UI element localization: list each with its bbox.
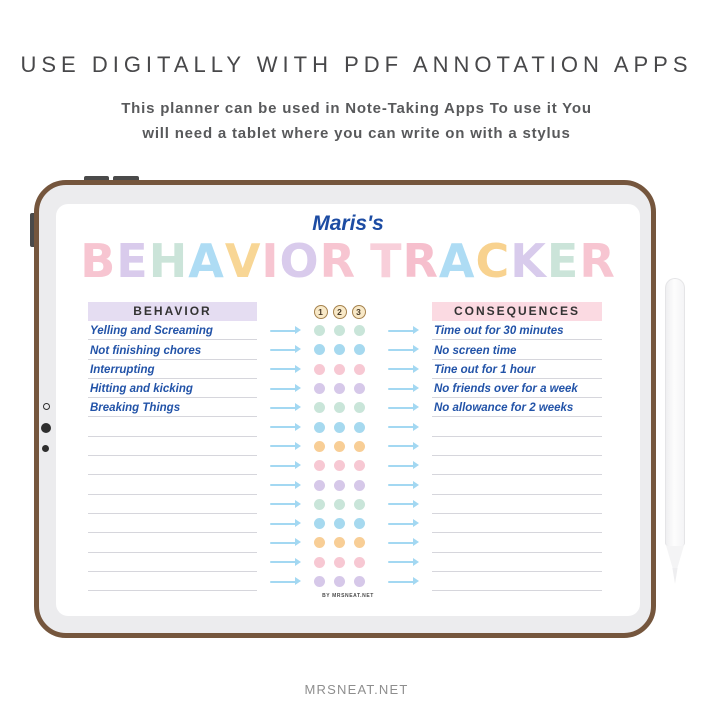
title-letter: O <box>279 234 320 288</box>
tally-dots <box>309 325 370 336</box>
tally-dot[interactable] <box>314 383 325 394</box>
tally-dot[interactable] <box>314 441 325 452</box>
stylus <box>665 278 685 584</box>
consequence-entry: Time out for 30 minutes <box>434 325 564 338</box>
consequence-cell[interactable] <box>432 340 602 359</box>
arrow-right-icon <box>270 330 296 332</box>
arrow-right-icon <box>270 368 296 370</box>
title-letter: E <box>546 234 580 288</box>
arrow-wrap-right <box>370 426 432 428</box>
arrow-right-icon <box>270 542 296 544</box>
tally-dot[interactable] <box>334 364 345 375</box>
tally-dot[interactable] <box>354 480 365 491</box>
tablet-mockup <box>34 180 656 638</box>
tally-dot[interactable] <box>334 480 345 491</box>
behavior-cell[interactable] <box>88 379 257 398</box>
tally-dot[interactable] <box>354 460 365 471</box>
tally-dot[interactable] <box>334 499 345 510</box>
tally-dots <box>309 518 370 529</box>
consequence-cell[interactable] <box>432 379 602 398</box>
consequence-cell[interactable] <box>432 437 602 456</box>
arrow-right-icon <box>270 484 296 486</box>
camera-dot-icon <box>42 445 49 452</box>
tracker-row <box>88 417 602 436</box>
arrow-right-icon <box>388 388 414 390</box>
tally-dot[interactable] <box>314 402 325 413</box>
arrow-wrap-left <box>257 388 309 390</box>
arrow-right-icon <box>270 388 296 390</box>
behavior-entry: Interrupting <box>90 363 155 376</box>
arrow-right-icon <box>388 581 414 583</box>
arrow-wrap-right <box>370 542 432 544</box>
consequence-cell[interactable] <box>432 398 602 417</box>
behavior-cell[interactable] <box>88 398 257 417</box>
title-letter: C <box>475 234 511 288</box>
title-letter: A <box>438 234 476 288</box>
consequence-cell[interactable] <box>432 321 602 340</box>
tally-dots <box>309 364 370 375</box>
arrow-right-icon <box>270 561 296 563</box>
arrow-right-icon <box>388 426 414 428</box>
consequence-cell[interactable] <box>432 533 602 552</box>
camera-ring-icon <box>43 403 50 410</box>
tally-dot[interactable] <box>354 537 365 548</box>
tally-dots <box>309 344 370 355</box>
tally-dots <box>309 460 370 471</box>
consequence-cell[interactable] <box>432 456 602 475</box>
consequence-cell[interactable] <box>432 553 602 572</box>
consequence-entry: Tine out for 1 hour <box>434 363 536 376</box>
tally-dot[interactable] <box>334 402 345 413</box>
arrow-right-icon <box>388 484 414 486</box>
behavior-entry: Hitting and kicking <box>90 383 193 396</box>
arrow-wrap-left <box>257 542 309 544</box>
title-letter: B <box>80 234 117 288</box>
arrow-right-icon <box>388 445 414 447</box>
arrow-wrap-left <box>257 581 309 583</box>
consequence-cell[interactable] <box>432 360 602 379</box>
arrow-right-icon <box>388 330 414 332</box>
tally-dot[interactable] <box>334 576 345 587</box>
title-letter: E <box>116 234 149 288</box>
consequence-cell[interactable] <box>432 417 602 436</box>
stylus-body <box>665 278 685 546</box>
arrow-wrap-left <box>257 561 309 563</box>
arrow-wrap-right <box>370 330 432 332</box>
arrow-wrap-right <box>370 503 432 505</box>
strike-number-badge[interactable]: 3 <box>352 305 366 319</box>
arrow-right-icon <box>270 503 296 505</box>
tally-dots <box>309 402 370 413</box>
behavior-cell[interactable] <box>88 340 257 359</box>
stylus-tip <box>665 568 685 584</box>
behavior-cell[interactable] <box>88 572 257 591</box>
tracker-rows <box>88 321 602 591</box>
tracker-row <box>88 437 602 456</box>
tally-dots <box>309 499 370 510</box>
arrow-wrap-left <box>257 523 309 525</box>
tally-dot[interactable] <box>314 422 325 433</box>
behavior-cell[interactable] <box>88 533 257 552</box>
tally-dots <box>309 576 370 587</box>
tally-dot[interactable] <box>314 325 325 336</box>
arrow-right-icon <box>270 523 296 525</box>
tally-dot[interactable] <box>354 518 365 529</box>
tally-dot[interactable] <box>334 460 345 471</box>
behavior-entry: Not finishing chores <box>90 344 202 357</box>
arrow-wrap-right <box>370 445 432 447</box>
title-letter: I <box>261 234 280 288</box>
tracker-row <box>88 495 602 514</box>
tracker-row <box>88 572 602 591</box>
tally-dot[interactable] <box>314 499 325 510</box>
consequence-cell[interactable] <box>432 475 602 494</box>
tracker-row <box>88 553 602 572</box>
arrow-right-icon <box>270 581 296 583</box>
tally-dot[interactable] <box>334 557 345 568</box>
arrow-wrap-left <box>257 445 309 447</box>
arrow-wrap-left <box>257 426 309 428</box>
arrow-right-icon <box>270 349 296 351</box>
tally-dot[interactable] <box>334 422 345 433</box>
tally-dots <box>309 441 370 452</box>
subtitle <box>0 96 713 146</box>
tally-dot[interactable] <box>354 441 365 452</box>
arrow-right-icon <box>388 368 414 370</box>
stylus-taper <box>665 546 685 568</box>
tracker-row <box>88 514 602 533</box>
arrow-wrap-left <box>257 407 309 409</box>
table-header-row <box>88 302 602 321</box>
behavior-column-header: BEHAVIOR <box>88 302 257 321</box>
behavior-cell[interactable] <box>88 417 257 436</box>
arrow-right-icon <box>388 503 414 505</box>
behavior-entry: Breaking Things <box>90 402 181 415</box>
title-letter: T <box>370 234 403 288</box>
arrow-wrap-left <box>257 465 309 467</box>
arrow-right-icon <box>270 407 296 409</box>
behavior-cell[interactable] <box>88 514 257 533</box>
consequence-entry: No screen time <box>434 344 517 357</box>
tally-dots <box>309 557 370 568</box>
title-letter: K <box>510 234 547 288</box>
arrow-right-icon <box>270 465 296 467</box>
arrow-wrap-right <box>370 484 432 486</box>
title-letter: R <box>402 234 439 288</box>
tracker-row <box>88 340 602 359</box>
consequence-cell[interactable] <box>432 495 602 514</box>
planner-page <box>56 204 640 616</box>
tally-dot[interactable] <box>314 480 325 491</box>
strike-number-badge[interactable]: 2 <box>333 305 347 319</box>
tally-dot[interactable] <box>354 364 365 375</box>
arrow-wrap-right <box>370 561 432 563</box>
tally-dots <box>309 383 370 394</box>
tally-dot[interactable] <box>334 344 345 355</box>
tally-dot[interactable] <box>334 325 345 336</box>
arrow-right-icon <box>270 445 296 447</box>
tally-dot[interactable] <box>354 344 365 355</box>
title-letter: R <box>319 234 357 288</box>
tally-dot[interactable] <box>334 518 345 529</box>
behavior-cell[interactable] <box>88 553 257 572</box>
arrow-right-icon <box>388 407 414 409</box>
tally-dot[interactable] <box>314 344 325 355</box>
consequences-column-header: CONSEQUENCES <box>432 302 602 321</box>
arrow-wrap-left <box>257 503 309 505</box>
consequence-cell[interactable] <box>432 572 602 591</box>
tally-dot[interactable] <box>314 557 325 568</box>
subtitle-line-1: This planner can be used in Note-Taking Apps To use it You <box>121 100 592 117</box>
tracker-row <box>88 475 602 494</box>
arrow-wrap-right <box>370 407 432 409</box>
tally-dots <box>309 537 370 548</box>
arrow-right-icon <box>388 542 414 544</box>
arrow-wrap-left <box>257 349 309 351</box>
arrow-right-icon <box>270 426 296 428</box>
arrow-wrap-right <box>370 388 432 390</box>
title-letter <box>356 238 370 284</box>
strike-counter <box>309 305 370 319</box>
behavior-cell[interactable] <box>88 495 257 514</box>
tracker-row <box>88 360 602 379</box>
arrow-wrap-right <box>370 523 432 525</box>
tally-dot[interactable] <box>314 537 325 548</box>
tally-dot[interactable] <box>314 518 325 529</box>
subtitle-line-2: will need a tablet where you can write on with a stylus <box>142 125 571 142</box>
tally-dot[interactable] <box>354 402 365 413</box>
strike-number-badge[interactable]: 1 <box>314 305 328 319</box>
consequence-entry: No friends over for a week <box>434 383 578 396</box>
consequence-entry: No allowance for 2 weeks <box>434 402 574 415</box>
headline: USE DIGITALLY WITH PDF ANNOTATION APPS <box>20 52 693 77</box>
tally-dot[interactable] <box>314 460 325 471</box>
tally-dot[interactable] <box>314 576 325 587</box>
arrow-wrap-right <box>370 581 432 583</box>
planner-title <box>56 234 640 288</box>
tally-dot[interactable] <box>314 364 325 375</box>
arrow-right-icon <box>388 523 414 525</box>
title-letter: H <box>148 234 189 288</box>
arrow-wrap-left <box>257 484 309 486</box>
tally-dots <box>309 480 370 491</box>
behavior-cell[interactable] <box>88 456 257 475</box>
arrow-right-icon <box>388 465 414 467</box>
tally-dot[interactable] <box>354 557 365 568</box>
behavior-cell[interactable] <box>88 437 257 456</box>
tally-dot[interactable] <box>354 422 365 433</box>
tracker-row <box>88 533 602 552</box>
behavior-entry: Yelling and Screaming <box>90 325 213 338</box>
tally-dot[interactable] <box>334 383 345 394</box>
consequence-cell[interactable] <box>432 514 602 533</box>
arrow-right-icon <box>388 349 414 351</box>
arrow-wrap-left <box>257 330 309 332</box>
tracker-row <box>88 456 602 475</box>
tally-dot[interactable] <box>354 383 365 394</box>
arrow-wrap-right <box>370 368 432 370</box>
footer-watermark: MRSNEAT.NET <box>304 682 409 697</box>
owner-name: Maris's <box>312 212 384 235</box>
title-letter: V <box>224 234 262 288</box>
credit-line: BY MRSNEAT.NET <box>322 593 374 599</box>
tally-dot[interactable] <box>334 537 345 548</box>
behavior-cell[interactable] <box>88 321 257 340</box>
tracker-row <box>88 321 602 340</box>
tally-dot[interactable] <box>354 499 365 510</box>
tracker-row <box>88 379 602 398</box>
tally-dot[interactable] <box>354 576 365 587</box>
behavior-cell[interactable] <box>88 360 257 379</box>
tally-dot[interactable] <box>354 325 365 336</box>
tally-dot[interactable] <box>334 441 345 452</box>
title-letter: R <box>579 234 616 288</box>
tracker-row <box>88 398 602 417</box>
behavior-cell[interactable] <box>88 475 257 494</box>
arrow-wrap-right <box>370 465 432 467</box>
title-letter: A <box>188 234 225 288</box>
arrow-right-icon <box>388 561 414 563</box>
tally-dots <box>309 422 370 433</box>
arrow-wrap-left <box>257 368 309 370</box>
camera-lens-icon <box>41 423 51 433</box>
arrow-wrap-right <box>370 349 432 351</box>
